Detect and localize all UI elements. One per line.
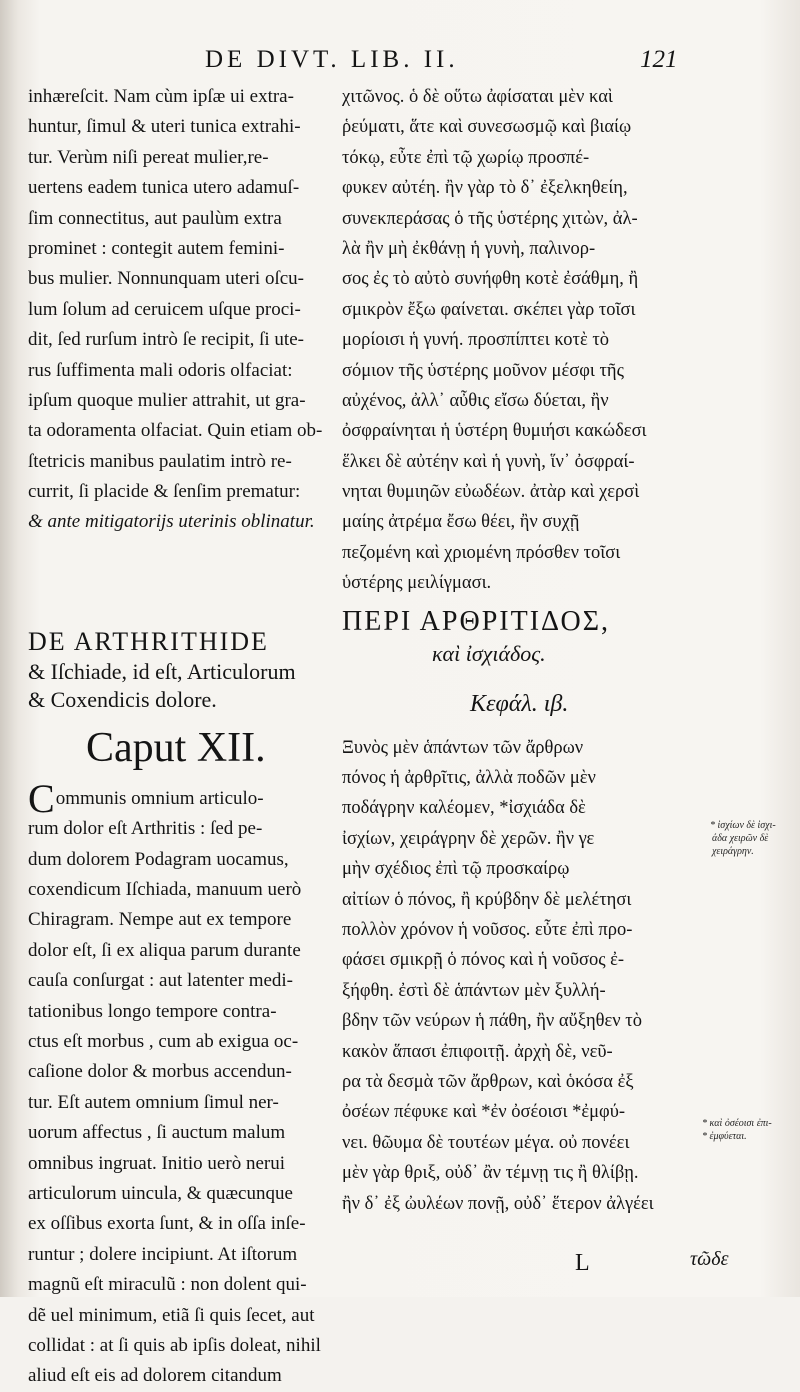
text-line: dolor eſt, ſi ex aliqua parum durante <box>28 939 301 961</box>
text-line: articulorum uincula, & quæcunque <box>28 1182 293 1204</box>
text-line: ποδάγρην καλέομεν, *ἰσχιάδα δὲ <box>342 798 586 819</box>
text-line: ex oſſibus exorta ſunt, & in oſſa inſe- <box>28 1213 306 1235</box>
text-line: Ξυνὸς μὲν ἁπάντων τῶν ἄρθρων <box>342 737 584 758</box>
text-line: μὴν σχέδιος ἐπὶ τῷ προσκαίρῳ <box>342 859 570 880</box>
text-line: uorum affectus , ſi auctum malum <box>28 1122 286 1144</box>
text-line: συνεκπεράσας ὁ τῆς ὑστέρης χιτὼν, ἀλ- <box>342 208 638 229</box>
text-line: μορίοισι ἡ γυνή. προσπίπτει κοτὲ τὸ <box>342 330 610 351</box>
latin-section-subtitle-2: & Coxendicis dolore. <box>28 686 217 712</box>
text-line: huntur, ſimul & uteri tunica extrahi- <box>28 116 301 138</box>
latin-section-title: DE ARTHRITHIDE <box>28 626 269 656</box>
text-line: dum dolorem Podagram uocamus, <box>28 848 289 870</box>
text-line: aliud eſt eis ad dolorem citandum <box>28 1365 282 1387</box>
text-line: ἰσχίων, χειράγρην δὲ χερῶν. ἢν γε <box>342 828 595 849</box>
greek-section-subtitle: καὶ ἰσχιάδος. <box>432 640 546 666</box>
text-line: dit, ſed rurſum intrò ſe recipit, ſi ute- <box>28 329 304 351</box>
text-line: prominet : contegit autem femini- <box>28 237 285 259</box>
text-line: caſione dolor & morbus accendun- <box>28 1061 292 1083</box>
text-line: cauſa conſurgat : aut latenter medi- <box>28 970 294 992</box>
page-number: 121 <box>640 46 678 73</box>
signature-mark: L <box>575 1250 590 1276</box>
text-line: πόνος ἡ ἀρθρῖτις, ἀλλὰ ποδῶν μὲν <box>342 768 596 789</box>
greek-chapter-heading: Κεφάλ. ιβ. <box>470 690 569 717</box>
text-line: σμικρὸν ἔξω φαίνεται. σκέπει γὰρ τοῖσι <box>342 299 636 320</box>
text-line: ὑστέρης μειλίγμασι. <box>342 573 492 594</box>
margin-note: * ἐμφύεται. <box>702 1131 747 1142</box>
text-line: ta odoramenta olfaciat. Quin etiam ob- <box>28 420 323 442</box>
text-line: βδην τῶν νεύρων ἡ πάθη, ἢν αὔξηθεν τὸ <box>342 1011 642 1032</box>
text-line: & ante mitigatorijs uterinis oblinatur. <box>28 511 315 533</box>
text-line: ἕλκει δὲ αὐτέην καὶ ἡ γυνὴ, ἵν᾽ ὀσφραί- <box>342 451 635 472</box>
text-line: ἢν δ᾽ ἐξ ὠυλέων πονῇ, οὐδ᾽ ἕτερον ἀλγέει <box>342 1193 654 1214</box>
text-line: ὀσφραίνηται ἡ ὑστέρη θυμιήσι κακώδεσι <box>342 421 647 442</box>
text-line: ξήφθη. ἐστὶ δὲ ἁπάντων μὲν ξυλλή- <box>342 980 606 1001</box>
latin-chapter-heading: Caput XII. <box>86 724 266 771</box>
page-header <box>0 40 800 80</box>
catchword: τῶδε <box>690 1248 729 1270</box>
text-line: νηται θυμιηῶν εὐωδέων. ἀτὰρ καὶ χερσὶ <box>342 482 640 503</box>
text-line: ctus eſt morbus , cum ab exigua oc- <box>28 1030 299 1052</box>
text-line-rest: ommunis omnium articulo- <box>55 787 264 809</box>
text-line: νει. θῶυμα δὲ τουτέων μέγα. οὐ πονέει <box>342 1132 630 1153</box>
margin-note: άδα χειρῶν δὲ <box>712 833 769 844</box>
text-line: inhæreſcit. Nam cùm ipſæ ui extra- <box>28 86 294 107</box>
text-line: ſtetricis manibus paulatim intrò re- <box>28 450 292 472</box>
text-line: πολλὸν χρόνον ἡ νοῦσος. εὖτε ἐπὶ προ- <box>342 919 633 940</box>
text-line: ῥεύματι, ἅτε καὶ συνεσωσμῷ καὶ βιαίῳ <box>342 117 632 138</box>
latin-text-top <box>28 82 348 538</box>
text-line: αὐχένος, ἀλλ᾽ αὖθις εἴσω δύεται, ἢν <box>342 390 609 411</box>
text-line: ſim connectitus, aut paulùm extra <box>28 207 282 229</box>
text-line: κακὸν ἅπασι ἐπιφοιτῇ. ἀρχὴ δὲ, νεῦ- <box>342 1041 613 1062</box>
text-line: πεζομένη καὶ χριομένη πρόσθεν τοῖσι <box>342 542 621 563</box>
latin-text-body <box>28 784 348 1392</box>
text-line: χιτῶνος. ὁ δὲ οὕτω ἀφίσαται μὲν καὶ <box>342 87 613 107</box>
text-line: lum ſolum ad ceruicem uſque proci- <box>28 298 301 320</box>
margin-note: * καὶ ὀσέοισι ἐπι- <box>702 1118 772 1129</box>
text-line: collidat : at ſi quis ab ipſis doleat, nihil <box>28 1334 321 1356</box>
text-line: αἰτίων ὁ πόνος, ἢ κρύβδην δὲ μελέτησι <box>342 889 632 910</box>
text-line: tationibus longo tempore contra- <box>28 1000 277 1022</box>
text-line: ὀσέων πέφυκε καὶ *ἐν ὀσέοισι *ἐμφύ- <box>342 1102 626 1123</box>
text-line: σος ἐς τὸ αὐτὸ συνήφθη κοτὲ ἐσάθμη, ἢ <box>342 269 639 290</box>
margin-note: * ἰσχίων δὲ ἰσχι- <box>710 820 776 831</box>
greek-text-top <box>342 82 704 599</box>
text-line: Chiragram. Nempe aut ex tempore <box>28 909 292 931</box>
text-line: λὰ ἢν μὴ ἐκθάνῃ ἡ γυνὴ, παλινορ- <box>342 238 596 259</box>
column-gap <box>28 538 348 626</box>
drop-cap: C <box>28 783 55 815</box>
margin-note: χειράγρην. <box>712 846 754 857</box>
text-line: rus ſuffimenta mali odoris olfaciat: <box>28 359 293 381</box>
greek-section-title: ΠΕΡΙ ΑΡΘΡΙΤΙΔΟΣ, <box>342 605 611 637</box>
text-line: tur. Verùm niſi pereat mulier,re- <box>28 146 269 168</box>
text-line: ρα τὰ δεσμὰ τῶν ἄρθρων, καὶ ὁκόσα ἐξ <box>342 1071 634 1092</box>
greek-column <box>342 82 704 1219</box>
text-line: magnũ eſt miraculũ : non dolent qui- <box>28 1274 307 1296</box>
text-line: rum dolor eſt Arthritis : ſed pe- <box>28 818 263 840</box>
text-line <box>28 784 348 814</box>
text-line: bus mulier. Nonnunquam uteri oſcu- <box>28 268 304 290</box>
text-line: μὲν γὰρ θριξ, οὐδ᾽ ἂν τέμνῃ τις ἢ θλίβῃ. <box>342 1163 639 1184</box>
greek-text-body <box>342 733 704 1219</box>
text-line: φυκεν αὐτέη. ἢν γὰρ τὸ δ᾽ ἐξελκηθείη, <box>342 178 628 199</box>
text-line: uertens eadem tunica utero adamuſ- <box>28 177 300 199</box>
text-line: ipſum quoque mulier attrahit, ut gra- <box>28 389 306 411</box>
text-line: σόμιον τῆς ὑστέρης μοῦνον μέσφι τῆς <box>342 360 624 381</box>
latin-section-subtitle-1: & Iſchiade, id eſt, Articulorum <box>28 658 296 684</box>
running-head: DE DIVT. LIB. II. <box>205 46 459 73</box>
text-line: tur. Eſt autem omnium ſimul ner- <box>28 1091 279 1113</box>
text-line: dẽ uel minimum, etiã ſi quis ſecet, aut <box>28 1304 315 1326</box>
text-line: currit, ſi placide & ſenſim prematur: <box>28 481 301 503</box>
text-line: coxendicum Iſchiada, manuum uerò <box>28 879 302 901</box>
text-line: τόκῳ, εὖτε ἐπὶ τῷ χωρίῳ προσπέ- <box>342 147 590 168</box>
text-line: μαίης ἀτρέμα ἔσω θέει, ἢν συχῇ <box>342 512 580 533</box>
text-line: omnibus ingruat. Initio uerò nerui <box>28 1152 285 1174</box>
text-line: φάσει σμικρῇ ὁ πόνος καὶ ἡ νοῦσος ἐ- <box>342 950 625 971</box>
latin-column <box>28 82 348 1392</box>
text-line: runtur ; dolere incipiunt. At iſtorum <box>28 1243 298 1265</box>
